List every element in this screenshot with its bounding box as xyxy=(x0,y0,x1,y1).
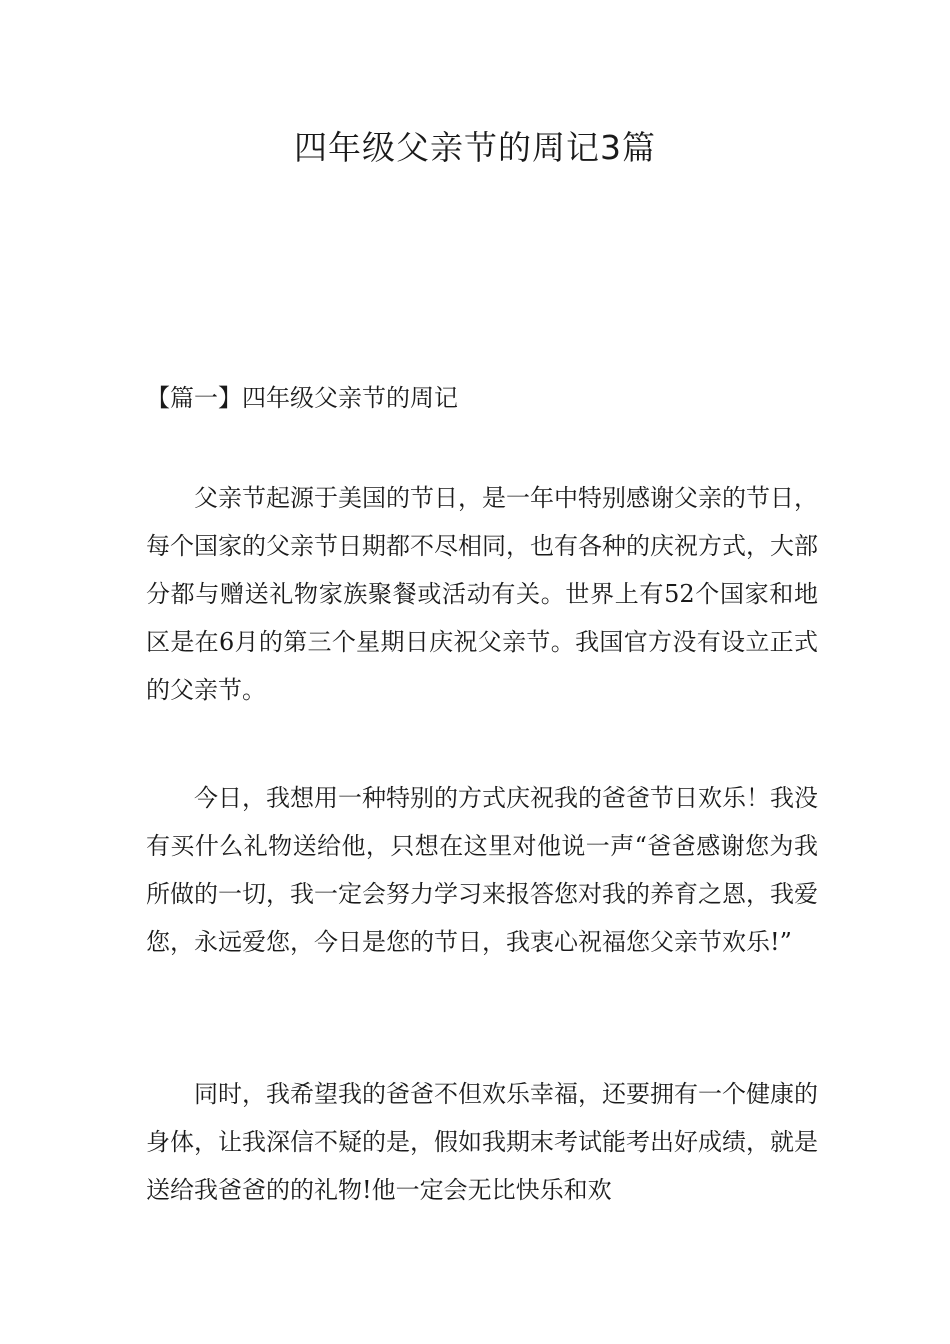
paragraph-1: 父亲节起源于美国的节日，是一年中特别感谢父亲的节日，每个国家的父亲节日期都不尽相同，也有各种的庆祝方式，大部分都与赠送礼物家族聚餐或活动有关。世界上有52个国家和地区是在6月的第三个星期日庆祝父亲节。我国官方没有设立正式的父亲节。 xyxy=(146,484,818,704)
paragraph-2: 今日，我想用一种特别的方式庆祝我的爸爸节日欢乐！我没有买什么礼物送给他，只想在这里对他说一声“爸爸感谢您为我所做的一切，我一定会努力学习来报答您对我的养育之恩，我爱您，永远爱您，今日是您的节日，我衷心祝福您父亲节欢乐!” xyxy=(146,784,818,956)
page-title: 四年级父亲节的周记3篇 xyxy=(294,128,656,167)
section-heading: 【篇一】四年级父亲节的周记 xyxy=(146,384,458,412)
paragraph-3: 同时，我希望我的爸爸不但欢乐幸福，还要拥有一个健康的身体，让我深信不疑的是，假如我期末考试能考出好成绩，就是送给我爸爸的的礼物!他一定会无比快乐和欢 xyxy=(146,1080,818,1204)
